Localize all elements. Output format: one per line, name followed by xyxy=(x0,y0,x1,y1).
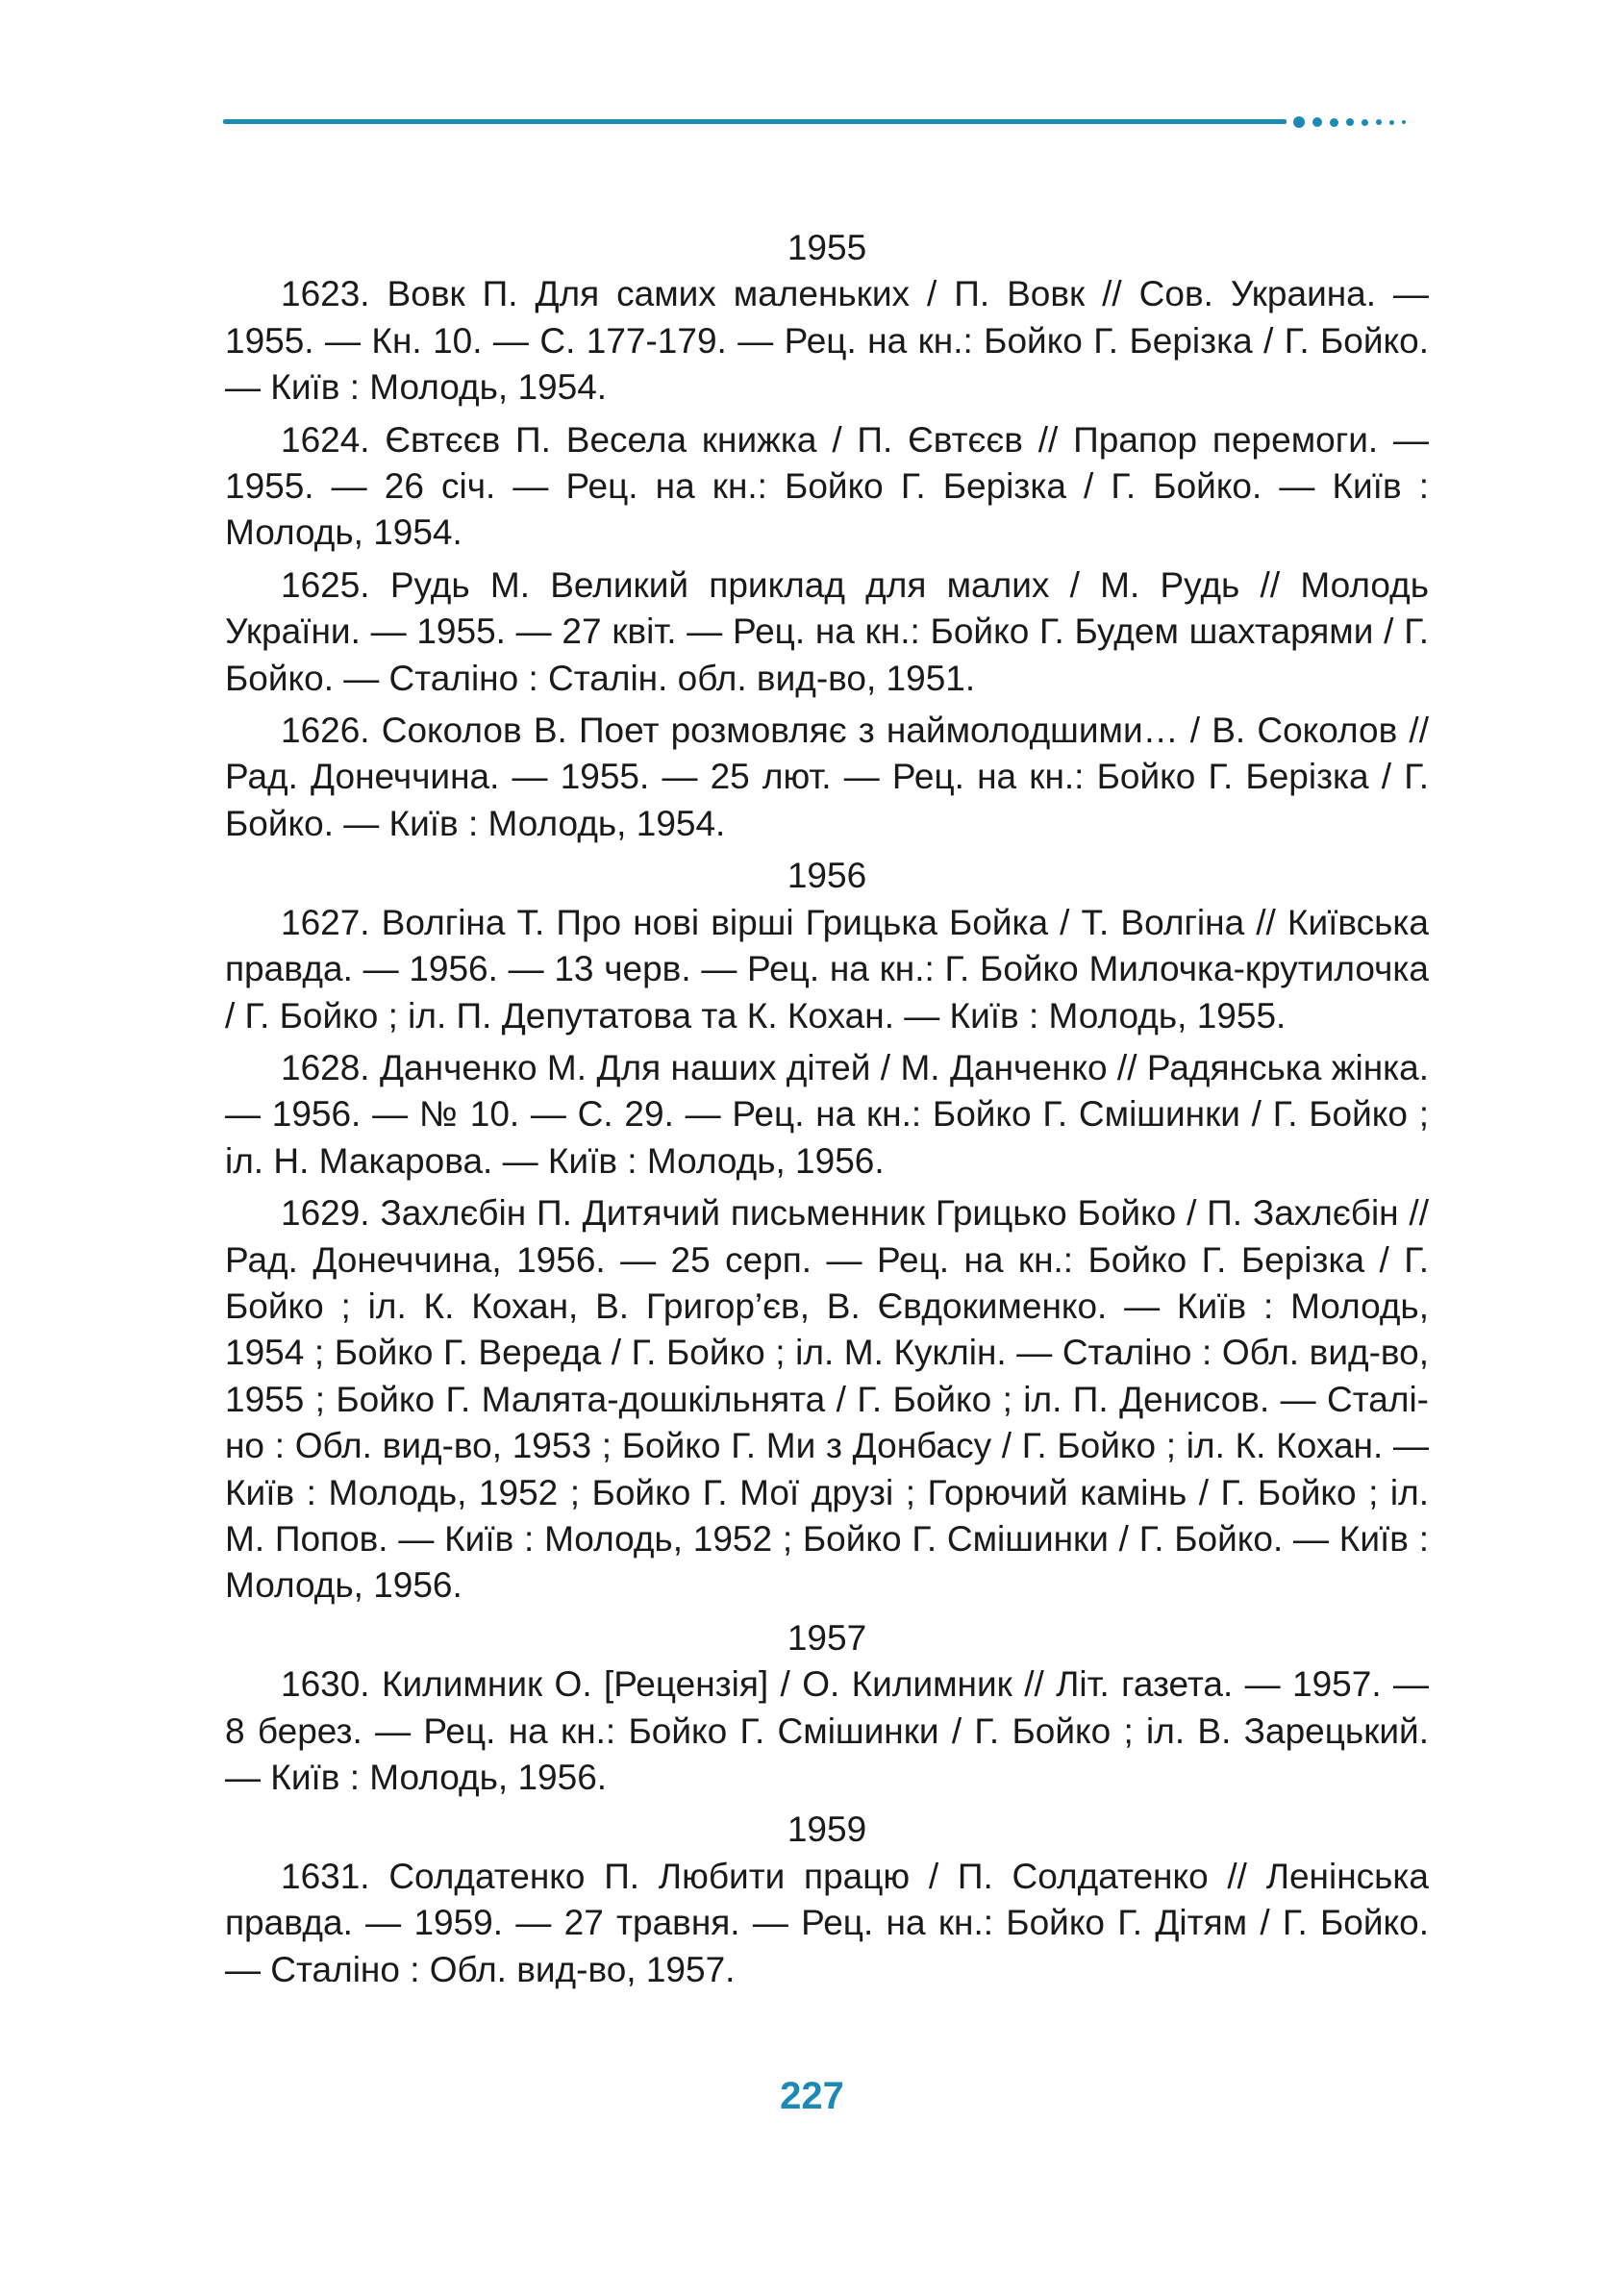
bibliography-entry: 1628. Данченко М. Для наших дітей / М. Данченко // Радянська жінка. — 1956. — № 10. — С. 29. — Рец. на кн.: Бойко Г. Смішинки / Г. Бойко ; іл. Н. Макарова. — Київ : Молодь, 1956. xyxy=(225,1047,1429,1181)
header-dots-decoration xyxy=(1293,114,1406,130)
bibliography-entry: 1627. Волгіна Т. Про нові вірші Грицька Бойка / Т. Волгіна // Київська правда. — 1956. — 13 черв. — Рец. на кн.: Г. Бойко Милочка-крутилочка / Г. Бойко ; іл. П. Депутатова та К. Кохан. — Київ : Молодь, 1955. xyxy=(225,902,1429,1036)
header-dot xyxy=(1330,118,1338,127)
header-dot xyxy=(1389,120,1394,125)
bibliography-entry: 1623. Вовк П. Для самих маленьких / П. Вовк // Сов. Украина. — 1955. — Кн. 10. — С. 177-179. — Рец. на кн.: Бойко Г. Берізка / Г. Бойко. — Київ : Молодь, 1954. xyxy=(225,274,1429,408)
header-dot xyxy=(1293,116,1305,128)
bibliography-entry: 1626. Соколов В. Поет розмовляє з наймолодшими… / В. Соколов // Рад. Донеччина. — 1955. — 25 лют. — Рец. на кн.: Бойко Г. Берізка / Г. Бойко. — Київ : Молодь, 1954. xyxy=(225,711,1429,843)
page-number: 227 xyxy=(780,2075,844,2117)
header-dot xyxy=(1376,119,1382,125)
year-heading: 1957 xyxy=(787,1617,867,1658)
header-dot xyxy=(1312,117,1322,127)
year-section-1957 xyxy=(225,1615,1429,1802)
year-section-1956 xyxy=(225,853,1429,1610)
year-section-1959 xyxy=(225,1807,1429,1993)
header-rule xyxy=(223,119,1287,124)
bibliography-entry: 1630. Килимник О. [Рецензія] / О. Килимник // Літ. газета. — 1957. — 8 берез. — Рец. на кн.: Бойко Г. Смішинки / Г. Бойко ; іл. В. Зарецький. — Київ : Молодь, 1956. xyxy=(225,1664,1429,1797)
bibliography-content xyxy=(225,225,1429,1999)
year-section-1955 xyxy=(225,225,1429,847)
bibliography-entry: 1624. Євтєєв П. Весела книжка / П. Євтєєв // Прапор перемоги. — 1955. — 26 січ. — Рец. на кн.: Бойко Г. Берізка / Г. Бойко. — Київ : Молодь, 1954. xyxy=(225,419,1429,553)
bibliography-entry: 1631. Солдатенко П. Любити працю / П. Солдатенко // Ленінська правда. — 1959. — 27 травня. — Рец. на кн.: Бойко Г. Дітям / Г. Бойко. — Сталіно : Обл. вид-во, 1957. xyxy=(225,1856,1429,1989)
year-heading: 1955 xyxy=(787,228,867,267)
header-dot xyxy=(1362,119,1368,126)
header-dot xyxy=(1402,120,1406,124)
header-dot xyxy=(1346,118,1354,126)
year-heading: 1956 xyxy=(787,856,867,896)
year-heading: 1959 xyxy=(787,1810,867,1850)
bibliography-entry: 1625. Рудь М. Великий приклад для малих / М. Рудь // Молодь України. — 1955. — 27 квіт. — Рец. на кн.: Бойко Г. Будем шахтарями / Г. Бойко. — Сталіно : Сталін. обл. вид-во, 1951. xyxy=(225,564,1429,698)
bibliography-entry: 1629. Захлєбін П. Дитячий письменник Грицько Бойко / П. Захлєбін // Рад. Донеччина, 1956. — 25 серп. — Рец. на кн.: Бойко Г. Берізка / Г. Бойко ; іл. К. Кохан, В. Григор’єв, В. Євдокименко. — Київ : Молодь, 1954 ; Бойко Г. Вереда / Г. Бойко ; іл. М. Куклін. — Сталіно : Обл. вид-во, 1955 ; Бойко Г. Малята-дошкільнята / Г. Бойко ; іл. П. Денисов. — Сталіно : Обл. вид-во, 1953 ; Бойко Г. Ми з Донбасу / Г. Бойко ; іл. К. Кохан. — Київ : Молодь, 1952 ; Бойко Г. Мої друзі ; Горючий камінь / Г. Бойко ; іл. М. Попов. — Київ : Молодь, 1952 ; Бойко Г. Смішинки / Г. Бойко. — Київ : Молодь, 1956. xyxy=(225,1193,1429,1606)
